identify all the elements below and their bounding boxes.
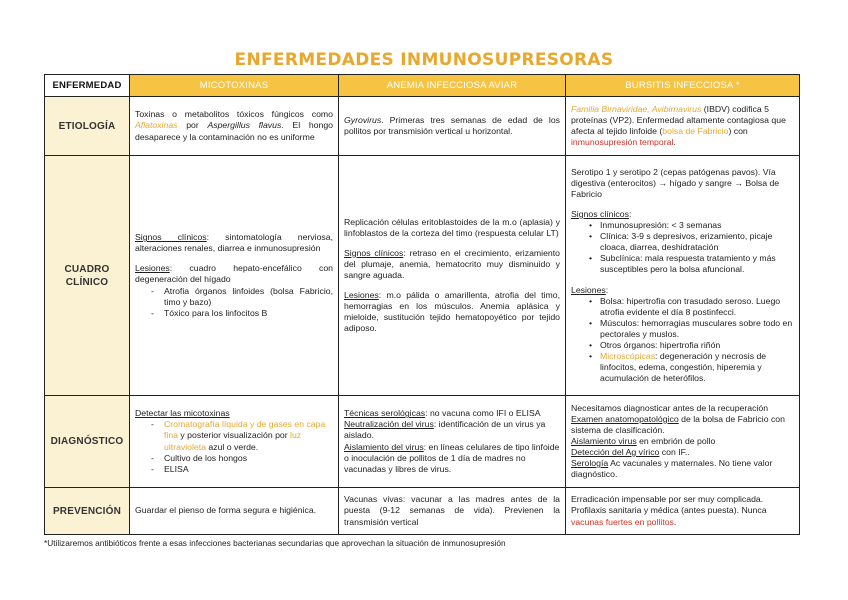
cell-cuadro-micotoxinas: Signos clínicos: sintomatología nerviosa, alteraciones renales, diarrea e inmunosupresión Lesiones: cuadro hepato-encefálico con degeneración del hígado - Atrofia órganos linfoides (bolsa Fabricio, timo y bazo) - Tóxico para los linfocitos B [130,156,339,396]
row-etiologia [45,97,800,156]
cell-etiologia-bursitis: Familia Birnaviridae, Avibirnavirus (IBDV) codifica 5 proteínas (VP2). Enfermedad altamente contagiosa que afecta al tejido linfoide (bolsa de Fabricio) con inmunosupresión temporal. [566,97,800,156]
row-diagnostico [45,396,800,488]
list-item: • Subclínica: mala respuesta tratamiento y más susceptibles pero la bolsa afuncional. [589,253,794,275]
header-bursitis: BURSITIS INFECCIOSA * [566,75,800,97]
cell-cuadro-bursitis: Serotipo 1 y serotipo 2 (cepas patógenas pavos). Vía digestiva (enterocitos) → hígado y sangre → Bolsa de Fabricio Signos clínicos: • Inmunosupresión: < 3 semanas • Clínica: 3-9 s depresivos, erizamiento, picaje cloaca, diarrea, deshidratación • Subclínica: mala respuesta tratamiento y más susceptibles pero la bolsa afuncional. Lesiones: • Bolsa: hipertrofia con trasudado seroso. Luego atrofia evidente el día 8 postinfecci. • Músculos: hemorragias musculares sobre todo en pectorales y muslos. • Otros órganos: hipertrofia riñón • Microscópicas: degeneración y necrosis de linfocitos, edema, congestión, hiperemia y acumulación de heterófilos. [566,156,800,396]
list-item: • Músculos: hemorragias musculares sobre todo en pectorales y muslos. [589,318,794,340]
footnote: *Utilizaremos antibióticos frente a esas infecciones bacterianas secundarias que aprovechan la situación de inmunosupresión [44,538,506,548]
header-micotoxinas: MICOTOXINAS [130,75,339,97]
list-item: - Cromatografía líquida y de gases en capa fina y posterior visualización por luz ultravioleta azul o verde. [151,419,333,452]
row-cuadro-clinico [45,156,800,396]
list-item: • Clínica: 3-9 s depresivos, erizamiento, picaje cloaca, diarrea, deshidratación [589,231,794,253]
header-anemia: ANEMIA INFECCIOSA AVIAR [339,75,566,97]
label-etiologia: ETIOLOGÍA [45,97,130,156]
cell-cuadro-anemia: Replicación células eritoblastoides de la m.o (aplasia) y linfoblastos de la corteza del timo (respuesta celular LT) Signos clínicos: retraso en el crecimiento, erizamiento del plumaje, anemia, hematocrito muy disminuido y sangre aguada. Lesiones: m.o pálida o amarillenta, atrofia del timo, hemorragias en los músculos. Anemia aplásica y mieloide, sustitución tejido hematopoyético por tejido adiposo. [339,156,566,396]
page-title: ENFERMEDADES INMUNOSUPRESORAS [234,50,614,70]
cell-diagnostico-anemia: Técnicas serológicas: no vacuna como IFI o ELISA Neutralización del virus: identificación de un virus ya aislado. Aislamiento del virus: en líneas celulares de tipo linfoide o inoculación de pollitos de 1 día de madres no vacunadas y libres de virus. [339,396,566,488]
list-item: • Microscópicas: degeneración y necrosis de linfocitos, edema, congestión, hiperemia y acumulación de heterófilos. [589,351,794,384]
list-item: - ELISA [151,464,333,475]
list-item: • Otros órganos: hipertrofia riñón [589,340,794,351]
label-prevencion: PREVENCIÓN [45,488,130,535]
list-item: - Tóxico para los linfocitos B [151,308,333,319]
row-prevencion [45,488,800,535]
cell-prevencion-micotoxinas: Guardar el pienso de forma segura e higiénica. [130,488,339,535]
header-disease: ENFERMEDAD [45,75,130,97]
header-row [45,75,800,97]
label-diagnostico: DIAGNÓSTICO [45,396,130,488]
list-item: • Bolsa: hipertrofia con trasudado seroso. Luego atrofia evidente el día 8 postinfecci. [589,296,794,318]
cell-diagnostico-micotoxinas: Detectar las micotoxinas - Cromatografía líquida y de gases en capa fina y posterior visualización por luz ultravioleta azul o verde. - Cultivo de los hongos - ELISA [130,396,339,488]
list-item: - Cultivo de los hongos [151,453,333,464]
cell-prevencion-bursitis: Erradicación impensable por ser muy complicada. Profilaxis sanitaria y médica (antes puesta). Nunca vacunas fuertes en pollitos. [566,488,800,535]
cell-etiologia-anemia: Gyrovirus. Primeras tres semanas de edad de los pollitos por transmisión vertical u horizontal. [339,97,566,156]
cell-prevencion-anemia: Vacunas vivas: vacunar a las madres antes de la puesta (9-12 semanas de vida). Previenen la transmisión vertical [339,488,566,535]
cell-etiologia-micotoxinas: Toxinas o metabolitos tóxicos fúngicos como Aflatoxinas por Aspergillus flavus. El hongo desaparece y la contaminación no es uniforme [130,97,339,156]
list-item: - Atrofia órganos linfoides (bolsa Fabricio, timo y bazo) [151,286,333,308]
label-cuadro-clinico: CUADRO CLÍNICO [45,156,130,396]
list-item: • Inmunosupresión: < 3 semanas [589,220,794,231]
cell-diagnostico-bursitis: Necesitamos diagnosticar antes de la recuperación Examen anatomopatológico de la bolsa de Fabricio con sistema de clasificación. Aislamiento virus en embrión de pollo Detección del Ag vírico con IF.. Serología Ac vacunales y maternales. No tiene valor diagnóstico. [566,396,800,488]
diseases-table [44,74,800,535]
